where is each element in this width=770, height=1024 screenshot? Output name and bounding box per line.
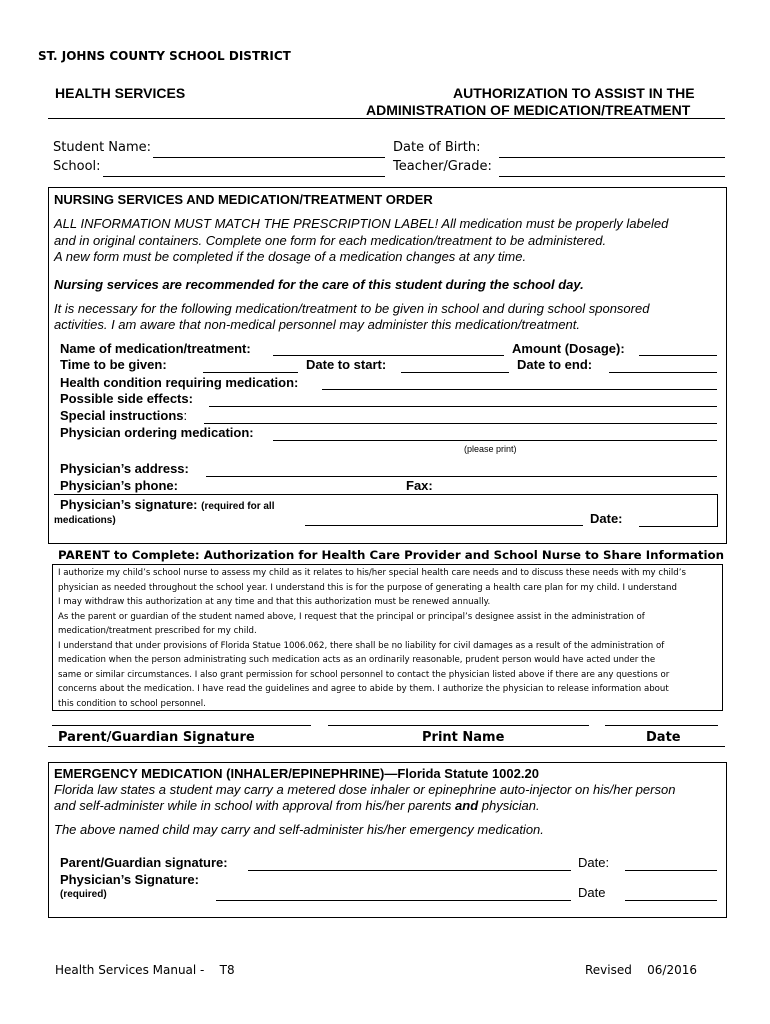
signature-label-text: Physician’s signature: xyxy=(60,497,198,512)
required-all-note: (required for all xyxy=(201,501,275,512)
district-title: ST. JOHNS COUNTY SCHOOL DISTRICT xyxy=(38,49,291,63)
emergency-line2-b: and xyxy=(455,798,479,813)
emergency-line2 xyxy=(54,798,540,813)
side-effects-label: Possible side effects: xyxy=(60,391,193,406)
school-field[interactable] xyxy=(103,176,385,177)
parent-text-line: medication when the person administrating such medication acts as an ordinarily reasonable, prudent person would have acted under the xyxy=(58,655,656,665)
emergency-line2-c: physician. xyxy=(478,798,540,813)
teacher-grade-label: Teacher/Grade: xyxy=(393,159,492,174)
emergency-phys-sig-label: Physician’s Signature: xyxy=(60,872,199,887)
dob-field[interactable] xyxy=(499,157,725,158)
phone-label: Physician’s phone: xyxy=(60,478,178,493)
fax-label: Fax: xyxy=(406,478,433,493)
teacher-grade-field[interactable] xyxy=(499,176,725,177)
parent-bottom-rule xyxy=(48,746,725,747)
parent-text-line: physician as needed throughout the school year. I understand this is for the purpose of generating a health care plan for my child. I understand xyxy=(58,582,677,593)
student-name-field[interactable] xyxy=(153,157,385,158)
medications-note: medications) xyxy=(54,515,116,526)
signature-date-label: Date: xyxy=(590,511,623,526)
emergency-date2-field[interactable] xyxy=(625,900,717,901)
emergency-parent-sig-field[interactable] xyxy=(248,870,571,871)
parent-date-label: Date xyxy=(646,730,681,745)
warning-line1: ALL INFORMATION MUST MATCH THE PRESCRIPTION LABEL! All medication must be properly labeled xyxy=(54,216,669,231)
special-label-colon: : xyxy=(183,408,188,423)
physician-field[interactable] xyxy=(273,440,717,441)
parent-text-line: this condition to school personnel. xyxy=(58,698,206,709)
student-name-label: Student Name: xyxy=(53,140,152,155)
med-name-field[interactable] xyxy=(273,355,504,356)
parent-authorization-text xyxy=(58,566,718,711)
dob-label: Date of Birth: xyxy=(393,140,481,155)
parent-date-field[interactable] xyxy=(605,725,718,726)
parent-heading: PARENT to Complete: Authorization for Health Care Provider and School Nurse to Share Information xyxy=(58,548,725,562)
special-label-text: Special instructions xyxy=(60,408,184,423)
time-label: Time to be given: xyxy=(60,357,167,372)
side-effects-field[interactable] xyxy=(209,406,717,407)
recommend-text: Nursing services are recommended for the care of this student during the school day. xyxy=(54,277,584,292)
emergency-required-note: (required) xyxy=(60,889,107,900)
date-start-field[interactable] xyxy=(401,372,509,373)
parent-print-label: Print Name xyxy=(422,730,505,745)
parent-text-line: concerns about the medication. I have read the guidelines and agree to abide by them. I authorize the physician to release information about xyxy=(58,684,669,694)
footer-revised: Revised 06/2016 xyxy=(585,963,697,977)
special-label xyxy=(60,408,187,423)
phone-divider xyxy=(54,494,717,495)
header-divider xyxy=(48,118,725,119)
date-end-label: Date to end: xyxy=(517,357,593,372)
amount-label: Amount (Dosage): xyxy=(512,341,625,356)
signature-date-field[interactable] xyxy=(639,526,717,527)
parent-text-line: medication/treatment prescribed for my child. xyxy=(58,626,257,636)
address-label: Physician’s address: xyxy=(60,461,189,476)
emergency-date1-field[interactable] xyxy=(625,870,717,871)
footer-manual: Health Services Manual - T8 xyxy=(55,963,235,977)
amount-field[interactable] xyxy=(639,355,717,356)
necessary-line1: It is necessary for the following medication/treatment to be given in school and during school sponsored xyxy=(54,301,650,316)
dept-title: HEALTH SERVICES xyxy=(55,85,186,101)
parent-text-line: I may withdraw this authorization at any time and that this authorization must be renewed annually. xyxy=(58,597,491,607)
time-field[interactable] xyxy=(203,372,298,373)
emergency-date2-label: Date xyxy=(578,885,606,900)
form-title-line1: AUTHORIZATION TO ASSIST IN THE xyxy=(453,85,695,101)
date-start-label: Date to start: xyxy=(306,357,387,372)
physician-label: Physician ordering medication: xyxy=(60,425,254,440)
parent-text-line: As the parent or guardian of the student named above, I request that the principal or principal’s designee assist in the administration of xyxy=(58,611,645,622)
emergency-phys-sig-field[interactable] xyxy=(216,900,571,901)
emergency-line1: Florida law states a student may carry a metered dose inhaler or epinephrine auto-injector on his/her person xyxy=(54,782,676,797)
warning-line2: and in original containers. Complete one form for each medication/treatment to be administered. xyxy=(54,233,607,248)
emergency-line3: The above named child may carry and self-administer his/her emergency medication. xyxy=(54,822,544,837)
parent-text-line: I understand that under provisions of Florida Statue 1006.062, there shall be no liability for civil damages as a result of the administration of xyxy=(58,640,665,651)
parent-text-line: I authorize my child’s school nurse to assess my child as it relates to his/her special health care needs and to discuss these needs with my child’s xyxy=(58,568,686,578)
parent-print-name-field[interactable] xyxy=(328,725,589,726)
parent-text-line: same or similar circumstances. I also grant permission for school personnel to contact the physician listed above if there are any questions or xyxy=(58,669,670,680)
special-field[interactable] xyxy=(204,423,717,424)
warning-line3: A new form must be completed if the dosage of a medication changes at any time. xyxy=(54,249,527,264)
med-name-label: Name of medication/treatment: xyxy=(60,341,251,356)
school-label: School: xyxy=(53,159,101,174)
phone-box-right xyxy=(717,494,718,527)
condition-label: Health condition requiring medication: xyxy=(60,375,299,390)
parent-signature-field[interactable] xyxy=(52,725,311,726)
emergency-date1-label: Date: xyxy=(578,855,610,870)
date-end-field[interactable] xyxy=(609,372,717,373)
necessary-line2: activities. I am aware that non-medical personnel may administer this medication/treatment. xyxy=(54,317,581,332)
nursing-heading: NURSING SERVICES AND MEDICATION/TREATMENT ORDER xyxy=(54,192,433,207)
condition-field[interactable] xyxy=(322,389,717,390)
emergency-heading: EMERGENCY MEDICATION (INHALER/EPINEPHRINE)—Florida Statute 1002.20 xyxy=(54,766,539,781)
form-title-line2: ADMINISTRATION OF MEDICATION/TREATMENT xyxy=(366,102,691,118)
emergency-line2-a: and self-administer while in school with approval from his/her parents xyxy=(54,798,456,813)
emergency-parent-sig-label: Parent/Guardian signature: xyxy=(60,855,228,870)
parent-signature-label: Parent/Guardian Signature xyxy=(58,730,255,745)
signature-label xyxy=(60,497,275,512)
address-field[interactable] xyxy=(206,476,717,477)
please-print-note: (please print) xyxy=(464,444,517,454)
signature-field[interactable] xyxy=(305,525,583,526)
